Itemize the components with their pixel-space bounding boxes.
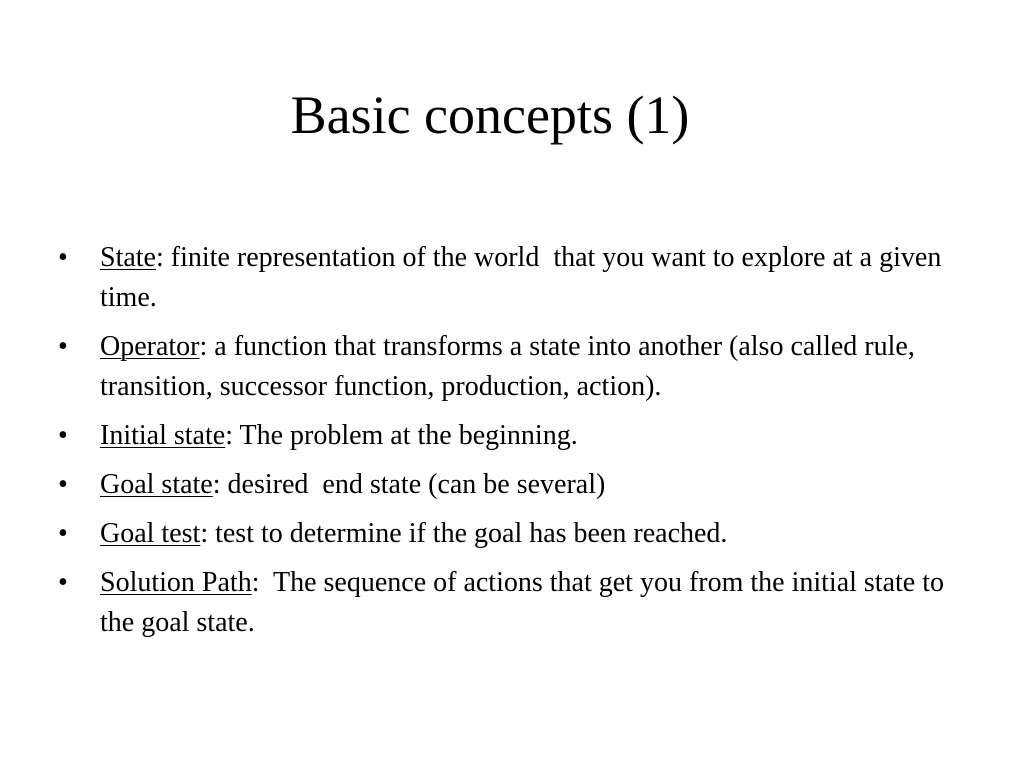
definition-solution-path: : The sequence of actions that get you from the initial state to the goal state. [100,567,951,638]
term-state: State [100,242,156,273]
bullet-item-initial-state [58,416,958,456]
term-initial-state: Initial state [100,420,226,451]
bullet-item-goal-state [58,465,958,505]
bullet-item-solution-path [58,563,958,643]
bullet-item-goal-test [58,514,958,554]
definition-state: : finite representation of the world that you want to explore at a given time. [100,242,949,313]
bullet-dot-icon: • [58,469,68,500]
bullet-item-operator [58,327,958,407]
bullet-dot-icon: • [58,331,68,362]
definition-initial-state: : The problem at the beginning. [225,420,578,451]
bullet-dot-icon: • [58,242,68,273]
bullet-dot-icon: • [58,420,68,451]
definition-goal-state: : desired end state (can be several) [212,469,606,500]
bullet-list [58,238,958,652]
term-operator: Operator [100,331,200,362]
slide-title: Basic concepts (1) [290,85,690,145]
definition-operator: : a function that transforms a state into another (also called rule, transition, successor function, production, action). [100,331,922,402]
definition-goal-test: : test to determine if the goal has been reached. [200,518,728,549]
bullet-dot-icon: • [58,567,68,598]
bullet-dot-icon: • [58,518,68,549]
bullet-item-state [58,238,958,318]
term-goal-test: Goal test [100,518,201,549]
term-solution-path: Solution Path [100,567,252,598]
term-goal-state: Goal state [100,469,213,500]
